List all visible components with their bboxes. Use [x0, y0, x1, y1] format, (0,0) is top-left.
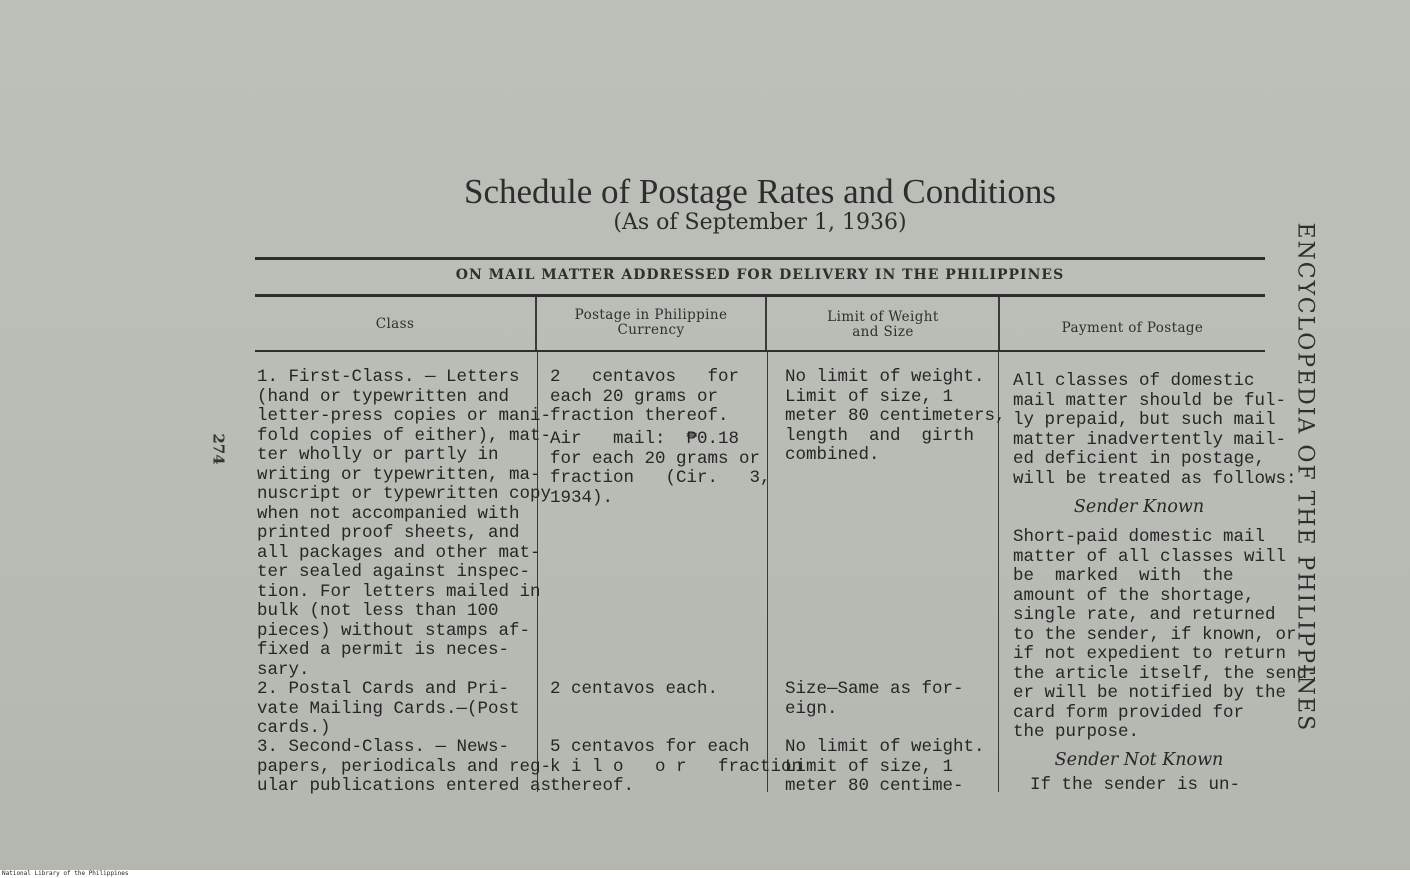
footer-credit: National Library of the Philippines [0, 870, 1410, 878]
payment-heading-sender-unknown: Sender Not Known [1054, 750, 1224, 770]
table-top-rule [255, 257, 1265, 260]
section-heading-rule [255, 294, 1265, 297]
column-header-limit: Limit of Weight and Size [827, 309, 939, 340]
payment-sender-known-text: Short-paid domestic mail matter of all classes will be marked with the amount of the shortage, single rate, and returned to the sender, if known, or if not expedient to return the article itself, the send- er will be notified by the card form provided for the purpose. [1013, 527, 1318, 742]
column-divider-3 [998, 297, 1000, 350]
row-second-class-text: 3. Second-Class. — News- papers, periodicals and reg- ular publications entered as [257, 737, 552, 796]
row-second-class-limit: No limit of weight. Limit of size, 1 meter 80 centime- [785, 737, 985, 796]
column-header-class: Class [375, 316, 415, 332]
payment-intro: All classes of domestic mail matter should be ful- ly prepaid, but such mail matter inadvertently mail- ed deficient in postage, will be treated as follows: [1013, 371, 1297, 489]
column-header-rule [255, 350, 1265, 352]
row-postal-cards-postage: 2 centavos each. [550, 679, 719, 699]
payment-heading-sender-known: Sender Known [1073, 497, 1205, 517]
payment-sender-unknown-text: If the sender is un- [1030, 775, 1241, 795]
column-divider-body-2 [767, 352, 768, 792]
row-first-class-limit: No limit of weight. Limit of size, 1 meter 80 centimeters, length and girth combined. [785, 367, 1006, 465]
column-divider-1 [535, 297, 537, 350]
section-heading: ON MAIL MATTER ADDRESSED FOR DELIVERY IN THE PHILIPPINES [455, 267, 1065, 283]
row-first-class-airmail: Air mail: ₱0.18 for each 20 grams or fraction (Cir. 3, 1934). [550, 429, 771, 508]
row-second-class-postage: 5 centavos for each k i l o o r fraction thereof. [550, 737, 803, 796]
column-divider-2 [765, 297, 767, 350]
page-number: 274 [209, 433, 228, 465]
running-head: ENCYCLOPEDIA OF THE PHILIPPINES [1292, 222, 1318, 733]
row-postal-cards-limit: Size—Same as for- eign. [785, 679, 964, 719]
row-first-class-text: 1. First-Class. — Letters (hand or typewritten and letter-press copies or mani- fold copies of either), mat- ter wholly or partly in writing or typewritten, ma- nuscript or typewritten copy when not accompanied with printed proof sheets, and all packages and other mat- ter sealed against inspec- tion. For letters mailed in bulk (not less than 100 pieces) without stamps af- fixed a permit is neces- sary. [257, 367, 552, 680]
page-subtitle: (As of September 1, 1936) [613, 210, 907, 235]
row-postal-cards-text: 2. Postal Cards and Pri- vate Mailing Cards.—(Post cards.) [257, 679, 520, 738]
column-header-payment: Payment of Postage [1061, 320, 1204, 336]
page-title: Schedule of Postage Rates and Conditions [463, 172, 1056, 211]
column-header-postage: Postage in Philippine Currency [574, 307, 728, 338]
row-first-class-postage: 2 centavos for each 20 grams or fraction thereof. [550, 367, 740, 426]
